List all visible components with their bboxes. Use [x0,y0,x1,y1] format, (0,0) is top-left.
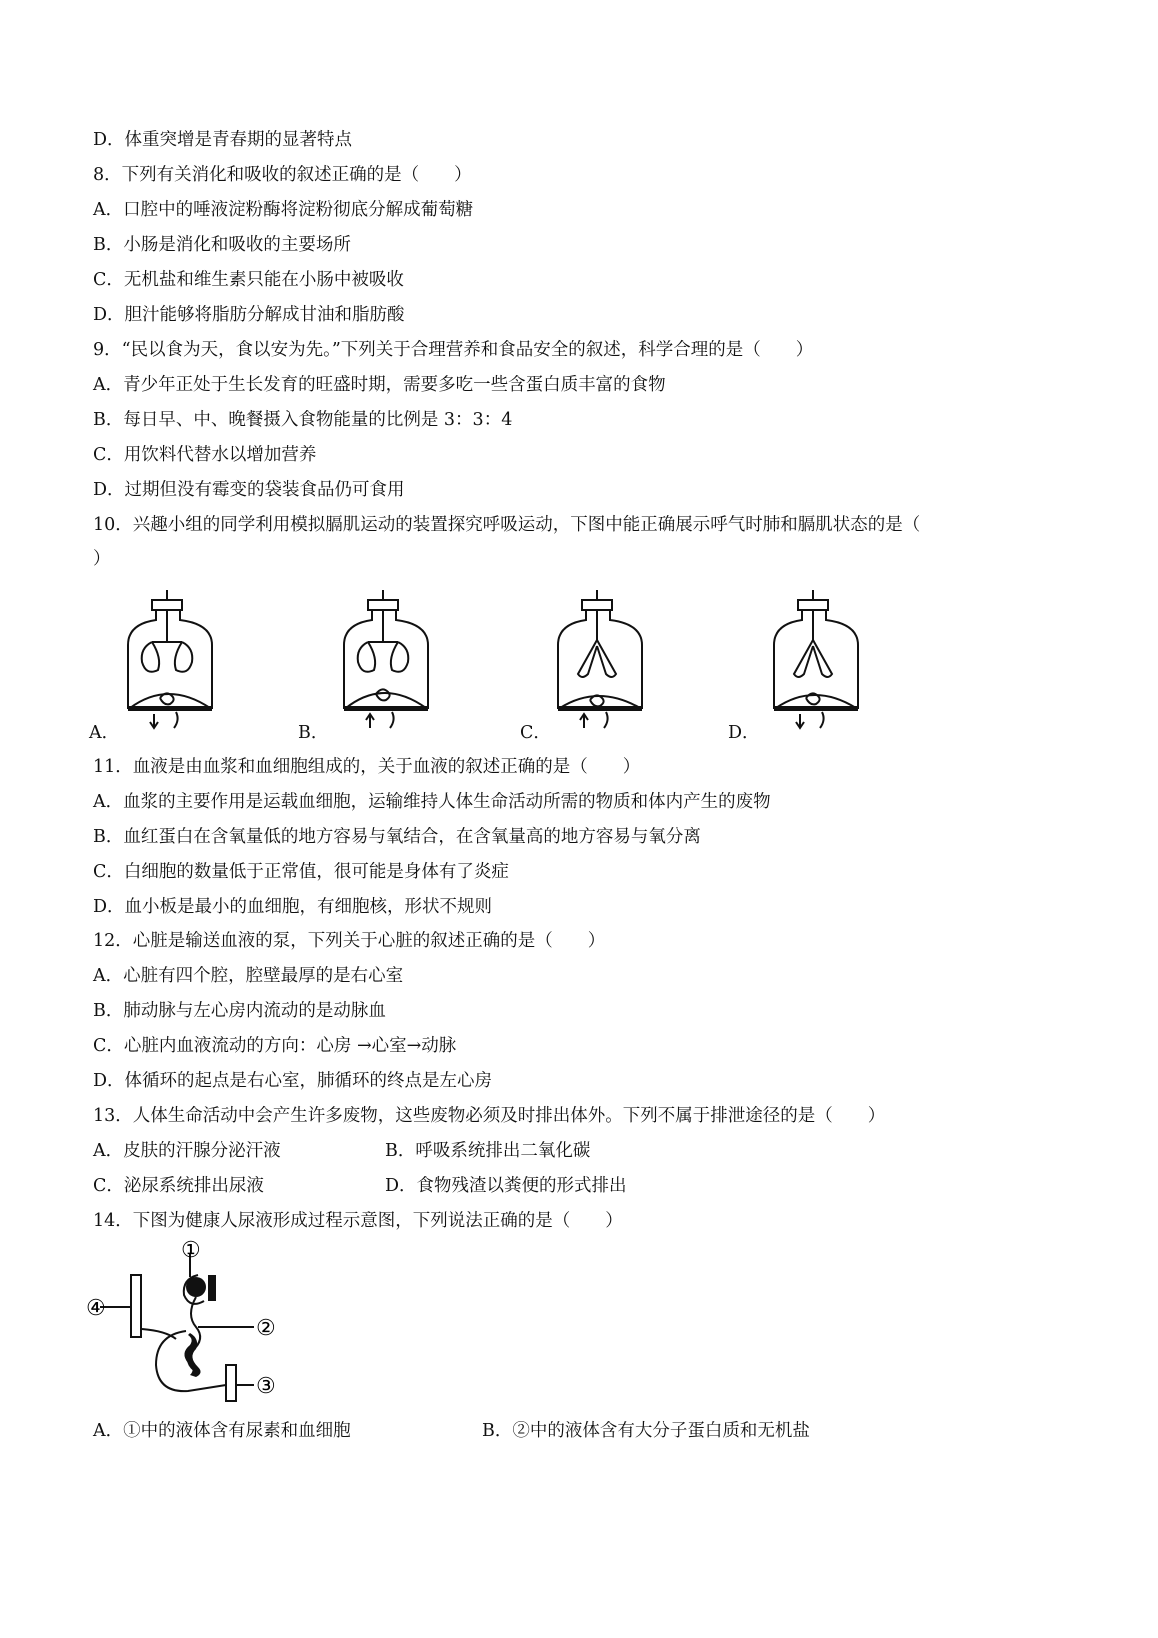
label-3: ③ [256,1374,276,1399]
figure-label-c: C． [520,723,551,743]
q8-option-a: A．口腔中的唾液淀粉酶将淀粉彻底分解成葡萄糖 [93,200,474,220]
q14-stem: 14．下图为健康人尿液形成过程示意图，下列说法正确的是（ ） [93,1211,623,1231]
q8-option-b: B．小肠是消化和吸收的主要场所 [93,235,351,255]
q10-stem-line2: ） [93,549,111,569]
bell-jar-figure-c [548,590,658,730]
bell-jar-figure-d [764,590,874,730]
bell-jar-figure-b [334,590,444,730]
q9-option-c: C．用饮料代替水以增加营养 [93,445,317,465]
label-4: ④ [86,1296,106,1321]
nephron-diagram [86,1235,296,1410]
q11-option-a: A．血浆的主要作用是运载血细胞，运输维持人体生命活动所需的物质和体内产生的废物 [93,792,771,812]
figure-label-d: D． [728,723,760,743]
q8-option-d: D．胆汁能够将脂肪分解成甘油和脂肪酸 [93,305,405,325]
q11-option-c: C．白细胞的数量低于正常值，很可能是身体有了炎症 [93,862,509,882]
q8-option-c: C．无机盐和维生素只能在小肠中被吸收 [93,270,404,290]
q11-option-d: D．血小板是最小的血细胞，有细胞核，形状不规则 [93,897,493,917]
q11-stem: 11．血液是由血浆和血细胞组成的，关于血液的叙述正确的是（ ） [93,757,641,777]
q8-stem: 8．下列有关消化和吸收的叙述正确的是（ ） [93,165,472,185]
q12-option-d: D．体循环的起点是右心室，肺循环的终点是左心房 [93,1071,493,1091]
figure-label-b: B． [298,723,329,743]
q12-option-a: A．心脏有四个腔，腔壁最厚的是右心室 [93,966,404,986]
q9-option-b: B．每日早、中、晚餐摄入食物能量的比例是 3：3：4 [93,410,513,430]
q13-stem: 13．人体生命活动中会产生许多废物，这些废物必须及时排出体外。下列不属于排泄途径的是（ ） [93,1106,886,1126]
q9-option-a: A．青少年正处于生长发育的旺盛时期，需要多吃一些含蛋白质丰富的食物 [93,375,666,395]
q14-option-a: A．①中的液体含有尿素和血细胞 [93,1421,351,1441]
label-2: ② [256,1316,276,1341]
q7-option-d: D．体重突增是青春期的显著特点 [93,130,353,150]
label-1: ① [181,1238,201,1263]
q14-option-b: B．②中的液体含有大分子蛋白质和无机盐 [482,1421,810,1441]
q9-stem: 9．“民以食为天，食以安为先。”下列关于合理营养和食品安全的叙述，科学合理的是（ ） [93,340,814,360]
q11-option-b: B．血红蛋白在含氧量低的地方容易与氧结合，在含氧量高的地方容易与氧分离 [93,827,701,847]
q13-option-b: B．呼吸系统排出二氧化碳 [385,1141,591,1161]
q12-option-b: B．肺动脉与左心房内流动的是动脉血 [93,1001,386,1021]
q13-option-c: C．泌尿系统排出尿液 [93,1176,264,1196]
q12-option-c: C．心脏内血液流动的方向：心房 →心室→动脉 [93,1036,457,1056]
bell-jar-figure-a [118,590,228,730]
q10-stem-line1: 10．兴趣小组的同学利用模拟膈肌运动的装置探究呼吸运动，下图中能正确展示呼气时肺和膈肌状态的是（ [93,515,921,535]
figure-label-a: A． [89,723,120,743]
q9-option-d: D．过期但没有霉变的袋装食品仍可食用 [93,480,405,500]
q13-option-a: A．皮肤的汗腺分泌汗液 [93,1141,281,1161]
q13-option-d: D．食物残渣以粪便的形式排出 [385,1176,627,1196]
q12-stem: 12．心脏是输送血液的泵，下列关于心脏的叙述正确的是（ ） [93,931,606,951]
